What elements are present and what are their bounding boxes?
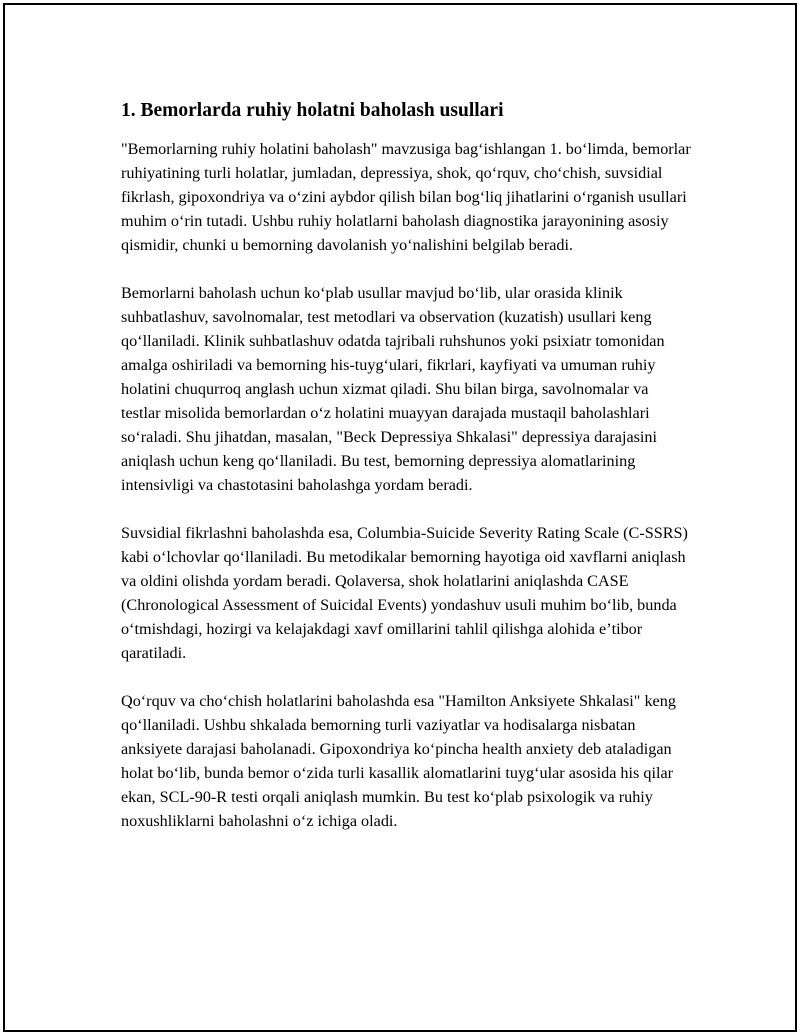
paragraph-anxiety-assessment: Qoʻrquv va choʻchish holatlarini baholashda esa "Hamilton Anksiyete Shkalasi" keng qoʻllaniladi. Ushbu shkalada bemorning turli vaziyatlar va hodisalarga nisbatan anksiyete darajasi baholanadi. Gipoxondriya koʻpincha health anxiety deb ataladigan holat boʻlib, bunda bemor oʻzida turli kasallik alomatlarini tuygʻular asosida his qilar ekan, SCL-90-R testi orqali aniqlash mumkin. Bu test koʻplab psixologik va ruhiy noxushliklarni baholashni oʻz ichiga oladi.	[121, 692, 676, 830]
document-body	[121, 97, 691, 857]
document-page	[3, 3, 797, 1032]
paragraph-suicidal-assessment: Suvsidial fikrlashni baholashda esa, Columbia-Suicide Severity Rating Scale (C-SSRS) kabi oʻlchovlar qoʻllaniladi. Bu metodikalar bemorning hayotiga oid xavflarni aniqlash va oldini olishda yordam beradi. Qolaversa, shok holatlarini aniqlashda CASE (Chronological Assessment of Suicidal Events) yondashuv usuli muhim boʻlib, bunda oʻtmishdagi, hozirgi va kelajakdagi xavf omillarini tahlil qilishga alohida eʼtibor qaratiladi.	[121, 524, 688, 662]
section-heading: 1. Bemorlarda ruhiy holatni baholash usullari	[121, 100, 504, 121]
paragraph-intro: "Bemorlarning ruhiy holatini baholash" mavzusiga bagʻishlangan 1. boʻlimda, bemorlar ruhiyatining turli holatlar, jumladan, depressiya, shok, qoʻrquv, choʻchish, suvsidial fikrlash, gipoxondriya va oʻzini aybdor qilish bilan bogʻliq jihatlarini oʻrganish usullari muhim oʻrin tutadi. Ushbu ruhiy holatlarni baholash diagnostika jarayonining asosiy qismidir, chunki u bemorning davolanish yoʻnalishini belgilab beradi.	[121, 140, 691, 254]
paragraph-assessment-methods: Bemorlarni baholash uchun koʻplab usullar mavjud boʻlib, ular orasida klinik suhbatlashuv, savolnomalar, test metodlari va observation (kuzatish) usullari keng qoʻllaniladi. Klinik suhbatlashuv odatda tajribali ruhshunos yoki psixiatr tomonidan amalga oshiriladi va bemorning his-tuygʻulari, fikrlari, kayfiyati va umuman ruhiy holatini chuqurroq anglash uchun xizmat qiladi. Shu bilan birga, savolnomalar va testlar misolida bemorlardan oʻz holatini muayyan darajada mustaqil baholashlari soʻraladi. Shu jihatdan, masalan, "Beck Depressiya Shkalasi" depressiya darajasini aniqlash uchun keng qoʻllaniladi. Bu test, bemorning depressiya alomatlarining intensivligi va chastotasini baholashga yordam beradi.	[121, 284, 665, 494]
